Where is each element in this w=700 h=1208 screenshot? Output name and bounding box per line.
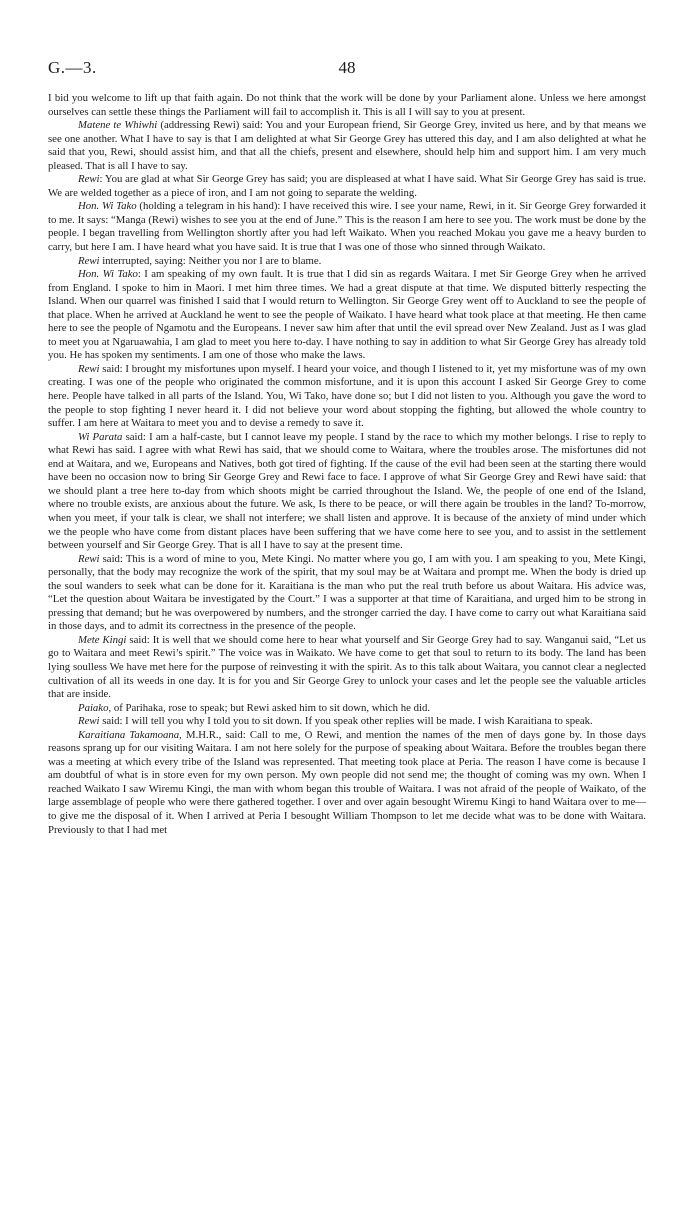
speaker-name: Paiako bbox=[78, 701, 109, 714]
paragraph-text: , M.H.R., said: Call to me, O Rewi, and mention the names of the men of days gone by. In those days reasons sprang up for our visiting Waitara. I am not here solely for the purpose of speaking about Waitara. Before the troubles began there was a meeting at which every tribe of the Island was represented. That meeting took place at Peria. The reason I have come is because I am doubtful of what is in store even for my own person. My own people did not send me; the thought of coming was my own. When I reached Waikato I saw Wiremu Kingi, the man with whom began this trouble of Waitara. I was not afraid of the people of Waikato, of the large assemblage of people who were there gathered together. I over and over again besought Wiremu Kingi to hand Waitara over to me—to give me the disposal of it. When I arrived at Peria I besought William Thompson to let me decide what was to be done with Waitara. Previously to that I had met bbox=[48, 728, 646, 836]
paragraph-text: I bid you welcome to lift up that faith again. Do not think that the work will be done by your Parliament alone. Unless we here amongst ourselves can settle these things the Parliament will fail to accomplish it. This is all I will say to you at present. bbox=[48, 92, 646, 118]
paragraph bbox=[48, 173, 646, 200]
speaker-name: Hon. Wi Tako bbox=[78, 268, 138, 281]
paragraph-text: , of Parihaka, rose to speak; but Rewi asked him to sit down, which he did. bbox=[108, 701, 431, 714]
page-number: 48 bbox=[338, 58, 356, 77]
speaker-name: Karaitiana Takamoana bbox=[78, 728, 180, 741]
paragraph-text: said: I brought my misfortunes upon myself. I heard your voice, and though I listened to it, yet my misfortune was of my own creating. I was one of the people who originated the common misfortune, and it is upon this account I asked Sir George Grey to come here. People have talked in all parts of the Island. You, Wi Tako, have done so; but I did not listen to you. Although you gave the word to the people to stop fighting I never heard it. I did not believe your word about stopping the fighting, but allowed the whole country to suffer. I am here at Waitara to meet you and to devise a remedy to save it. bbox=[48, 362, 646, 430]
page-header bbox=[48, 58, 646, 80]
paragraph-text: said: This is a word of mine to you, Mete Kingi. No matter where you go, I am with you. I am speaking to you, Mete Kingi, personally, that the body may recognize the work of the spirit, that my soul may be at Waitara and prompt me. When the body is dried up the soul wanders to seek what can be done for it. Karaitiana is the man who put the real truth before us about Waitara. His advice was, “Let the question about Waitara be investigated by the Court.” I was a supporter at that time of Karaitiana, and urged him to be strong in pressing that demand; but he was overpowered by numbers, and the stronger carried the day. I have come to carry out what Karaitiana said in those days, and to admit its correctness in the presence of the people. bbox=[48, 552, 646, 633]
paragraph bbox=[48, 431, 646, 553]
paragraph-text: : You are glad at what Sir George Grey has said; you are displeased at what I have said. What Sir George Grey has said is true. We are welded together as a piece of iron, and I am not going to separate the welding. bbox=[48, 173, 646, 199]
speaker-name: Mete Kingi bbox=[78, 633, 127, 646]
document-body bbox=[48, 92, 646, 837]
paragraph-text: (addressing Rewi) said: You and your European friend, Sir George Grey, invited us here, and by that means we see one another. What I have to say is that I am delighted at what Sir George Grey has uttered this day, and I am also delighted at what he said that you, Rewi, should assist him, and that all the chiefs, present and elsewhere, should help him and support him. I am very much pleased. That is all I have to say. bbox=[48, 119, 646, 172]
speaker-name: Matene te Whiwhi bbox=[78, 119, 158, 132]
paragraph bbox=[48, 702, 646, 716]
paragraph bbox=[48, 363, 646, 431]
paragraph bbox=[48, 553, 646, 634]
speaker-name: Rewi bbox=[78, 715, 100, 728]
paragraph bbox=[48, 634, 646, 702]
speaker-name: Wi Parata bbox=[78, 430, 123, 443]
speaker-name: Rewi bbox=[78, 254, 100, 267]
paragraph bbox=[48, 715, 646, 729]
paragraph bbox=[48, 729, 646, 837]
paragraph-text: said: It is well that we should come here to hear what yourself and Sir George Grey had to say. Wanganui said, “Let us go to Waitara and meet Rewi’s spirit.” The voice was in Waikato. We have come to get that soul to return to its body. The land has been lying soulless We have met here for the purpose of reinvesting it with the spirit. As to this talk about Waitara, you cannot clear a neglected cultivation of all its weeds in one day. It is for you and Sir George Grey to unlock your cases and let the people see the valuable articles that are inside. bbox=[48, 633, 646, 701]
speaker-name: Rewi bbox=[78, 173, 100, 186]
paragraph-text: (holding a telegram in his hand): I have received this wire. I see your name, Rewi, in it. Sir George Grey forwarded it to me. It says: “Manga (Rewi) wishes to see you at the end of June.” This is the reason I am here to see you. The work must be done by the people. I began travelling from Wellington shortly after you had left Waikato. When you reached Mokau you gave me a heavy burden to carry, but here I am. I have heard what you have said. It is true that I was one of those who sinned through Waikato. bbox=[48, 200, 647, 254]
speaker-name: Hon. Wi Tako bbox=[78, 200, 137, 213]
paragraph bbox=[48, 119, 646, 173]
paragraph-text: said: I will tell you why I told you to sit down. If you speak other replies will be made. I wish Karaitiana to speak. bbox=[99, 715, 593, 728]
document-reference: G.—3. bbox=[48, 58, 97, 77]
speaker-name: Rewi bbox=[78, 362, 100, 375]
paragraph-text: : I am speaking of my own fault. It is true that I did sin as regards Waitara. I met Sir George Grey when he arrived from England. I spoke to him in Maori. I met him three times. We had a great dispute at that time. We disputed bitterly respecting the Island. When our quarrel was finished I said that I would return to Wellington. Sir George Grey went off to Auckland to see the people of that place. When he arrived at Auckland he went to see the people of Waikato. I have heard what took place at that meeting. He then came here to see the people of Ngamotu and the Europeans. I never saw him after that until the evil spread over New Zealand. Just as I was glad to meet you at Ngaruawahia, I am glad to meet you here to-day. I have nothing to say in addition to what Sir George Grey has already told you. He has spoken my sentiments. I am one of those who make the laws. bbox=[48, 268, 647, 362]
paragraph bbox=[48, 200, 646, 254]
paragraph-text: said: I am a half-caste, but I cannot leave my people. I stand by the race to which my mother belongs. I rise to reply to what Rewi has said. I agree with what Rewi has said, that we should come to Waitara, where the troubles arose. The misfortunes did not end at Waitara, and we, Europeans and Natives, both got tired of fighting. If the cause of the evil had been seen at the starting there would have been no occasion now to bring Sir George Grey and Rewi face to face. I approve of what Sir George Grey and Rewi have said: that we should plant a tree here to-day from which shoots might be carried throughout the Island. We, the people of one end of the Island, where no trouble exists, are anxious about the future. We ask, Is there to be peace, or will there again be troubles in the land? To-morrow, when you meet, if your talk is clear, we shall not interfere; we shall listen and approve. It is because of the anxiety of mind under which we the people who have come from distant places have been suffering that we have come here to see you, and to assist in the settlement between yourself and Sir George Grey. That is all I have to say at the present time. bbox=[48, 430, 647, 552]
speaker-name: Rewi bbox=[78, 552, 100, 565]
paragraph bbox=[48, 268, 646, 363]
paragraph bbox=[48, 255, 646, 269]
paragraph-text: interrupted, saying: Neither you nor I are to blame. bbox=[99, 254, 322, 267]
paragraph bbox=[48, 92, 646, 119]
